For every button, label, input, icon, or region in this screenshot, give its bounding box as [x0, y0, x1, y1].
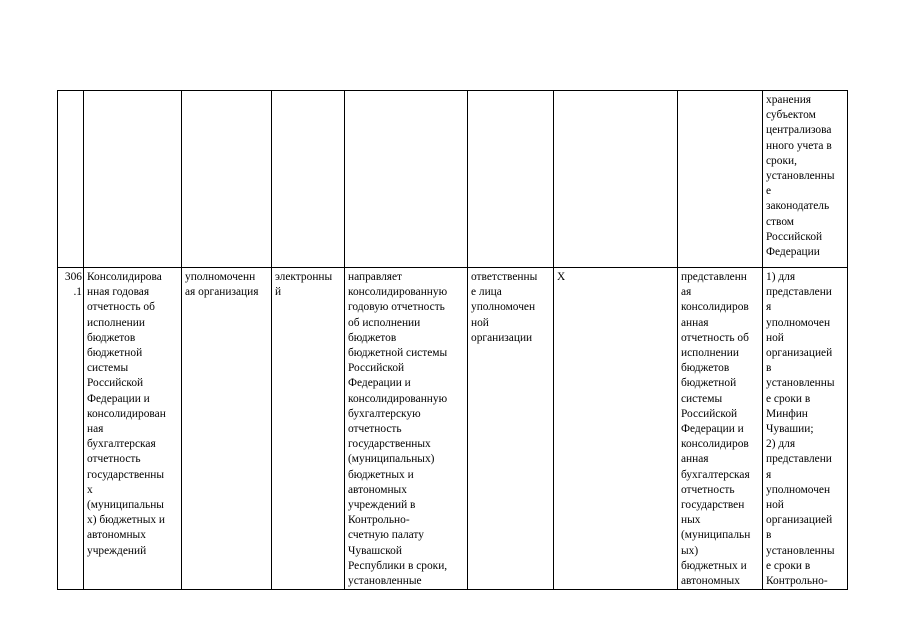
cell-text-line: уполномоченн: [185, 271, 256, 283]
cell-text-line: Федерации и: [681, 423, 744, 436]
cell-text-line: Чувашии;: [766, 423, 814, 436]
cell-text-line: Чувашской: [348, 544, 402, 557]
cell-text-line: Республики в сроки,: [348, 559, 448, 572]
cell-text-line: ных: [681, 514, 701, 527]
cell-text-line: Федерации: [766, 246, 820, 259]
table-cell-responsible-person: [468, 268, 554, 590]
cell-text-line: нного учета в: [766, 139, 832, 152]
cell-text-line: бюджетных и: [681, 559, 747, 572]
cell-text-line: направляет: [348, 271, 403, 283]
cell-text-line: учреждений в: [348, 499, 416, 512]
cell-text-line: Федерации и: [348, 377, 411, 390]
cell-text-line: анная: [681, 453, 709, 466]
cell-text-line: бюджетной: [87, 347, 143, 360]
cell-text-line: ответственны: [471, 271, 538, 283]
cell-text-line: анная: [681, 316, 709, 329]
cell-text-line: централизова: [766, 124, 832, 137]
cell-text-line: бухгалтерская: [87, 438, 156, 451]
cell-text-line: бюджетной системы: [348, 347, 448, 360]
cell-text-line: Российской: [348, 362, 405, 375]
table-cell-document-name: [84, 268, 182, 590]
cell-text-line: государственных: [348, 438, 431, 451]
table-row: [58, 268, 848, 590]
table-cell-action: [345, 268, 468, 590]
cell-text-line: годовую отчетность: [348, 301, 445, 314]
cell-text-line: (муниципальных): [348, 453, 435, 466]
cell-text-line: в: [766, 362, 772, 375]
cell-text-line: государствен: [681, 499, 745, 512]
cell-text-line: бюджетных и: [348, 468, 414, 481]
table-cell-document-name: [84, 91, 182, 268]
cell-text-line: организации: [471, 331, 533, 344]
table-body: [58, 91, 848, 590]
cell-text-line: е сроки в: [766, 559, 811, 572]
cell-text-line: е: [766, 185, 772, 198]
cell-text-line: бюджетов: [681, 362, 730, 375]
table-cell-responsible-org: [182, 91, 272, 268]
cell-text-line: ых): [681, 544, 699, 557]
table-cell-responsible-person: [468, 91, 554, 268]
cell-text-line: консолидированную: [348, 286, 448, 299]
cell-text-line: ной: [766, 499, 784, 512]
table-cell-signature-mark: [554, 91, 678, 268]
cell-text-line: субъектом: [766, 109, 816, 122]
cell-text-line: й: [275, 286, 282, 299]
cell-text-line: исполнении: [87, 316, 145, 329]
table-cell-format: [272, 91, 345, 268]
cell-text-line: установленные: [348, 575, 422, 588]
cell-text-line: системы: [681, 392, 723, 405]
cell-text-line: е лица: [471, 286, 502, 299]
cell-text-line: бюджетной: [681, 377, 737, 390]
table-cell-action: [345, 91, 468, 268]
cell-text-line: (муниципальн: [681, 529, 751, 542]
cell-text-line: представлени: [766, 453, 832, 466]
cell-text-line: отчетность: [348, 423, 402, 436]
cell-text-line: Российской: [87, 377, 144, 390]
cell-text-line: (муниципальны: [87, 499, 164, 512]
cell-text-line: отчетность: [681, 483, 735, 496]
cell-text-line: 1) для: [766, 271, 796, 283]
table-cell-result: [678, 268, 763, 590]
cell-text-line: уполномочен: [471, 301, 536, 314]
cell-text-line: уполномочен: [766, 316, 831, 329]
table-row: [58, 91, 848, 268]
cell-text-line: Контрольно-: [766, 575, 828, 588]
cell-text-line: государственны: [87, 468, 165, 481]
cell-text-line: отчетность об: [87, 301, 155, 314]
cell-text-line: я: [766, 468, 772, 481]
cell-text-line: организацией: [766, 347, 833, 360]
cell-text-line: Минфин: [766, 407, 808, 420]
cell-text-line: автономных: [87, 529, 146, 542]
cell-text-line: нная годовая: [87, 286, 150, 299]
cell-text-line: представленн: [681, 271, 747, 283]
cell-text-line: консолидирован: [87, 407, 166, 420]
cell-text-line: я: [766, 301, 772, 314]
cell-text-line: ством: [766, 215, 795, 228]
cell-text-line: автономных: [681, 575, 740, 588]
cell-text-line: установленны: [766, 377, 835, 390]
cell-text-line: ной: [471, 316, 489, 329]
cell-text-line: ая: [681, 286, 692, 299]
table-cell-responsible-org: [182, 268, 272, 590]
cell-text-line: ной: [766, 331, 784, 344]
cell-text-line: Российской: [681, 407, 738, 420]
cell-text-line: ая организация: [185, 286, 259, 299]
cell-text-line: отчетность: [87, 453, 141, 466]
cell-text-line: Контрольно-: [348, 514, 410, 527]
cell-text-line: Консолидирова: [87, 271, 162, 283]
cell-text-line: автономных: [348, 483, 407, 496]
cell-text-line: х: [87, 483, 93, 496]
cell-text-line: законодатель: [766, 200, 830, 213]
cell-text-line: консолидированную: [348, 392, 448, 405]
cell-text-line: об исполнении: [348, 316, 421, 329]
cell-text-line: организацией: [766, 514, 833, 527]
cell-text-line: установленны: [766, 544, 835, 557]
table-cell-format: [272, 268, 345, 590]
cell-text-line: 306: [64, 271, 82, 283]
cell-text-line: е сроки в: [766, 392, 811, 405]
document-table: [57, 90, 848, 590]
cell-text-line: Федерации и: [87, 392, 150, 405]
cell-text-line: электронны: [275, 271, 333, 283]
cell-text-line: Х: [557, 271, 566, 283]
cell-text-line: хранения: [766, 94, 812, 106]
cell-text-line: счетную палату: [348, 529, 424, 542]
table-cell-result: [678, 91, 763, 268]
cell-text-line: установленны: [766, 170, 835, 183]
table-cell-row-number: [58, 268, 84, 590]
cell-text-line: системы: [87, 362, 129, 375]
cell-text-line: консолидиров: [681, 438, 749, 451]
cell-text-line: отчетность об: [681, 331, 749, 344]
table-cell-signature-mark: [554, 268, 678, 590]
cell-text-line: 2) для: [766, 438, 796, 451]
cell-text-line: бухгалтерская: [681, 468, 750, 481]
cell-text-line: бюджетов: [87, 331, 136, 344]
cell-text-line: бухгалтерскую: [348, 407, 421, 420]
table-cell-row-number: [58, 91, 84, 268]
cell-text-line: консолидиров: [681, 301, 749, 314]
cell-text-line: Российской: [766, 230, 823, 243]
cell-text-line: представлени: [766, 286, 832, 299]
cell-text-line: сроки,: [766, 154, 797, 167]
cell-text-line: учреждений: [87, 544, 147, 557]
table-cell-purpose: [763, 268, 848, 590]
cell-text-line: х) бюджетных и: [87, 514, 165, 527]
table-cell-purpose: [763, 91, 848, 268]
cell-text-line: .1: [73, 286, 82, 299]
cell-text-line: уполномочен: [766, 483, 831, 496]
cell-text-line: бюджетов: [348, 331, 397, 344]
cell-text-line: исполнении: [681, 347, 739, 360]
cell-text-line: в: [766, 529, 772, 542]
cell-text-line: ная: [87, 423, 104, 436]
